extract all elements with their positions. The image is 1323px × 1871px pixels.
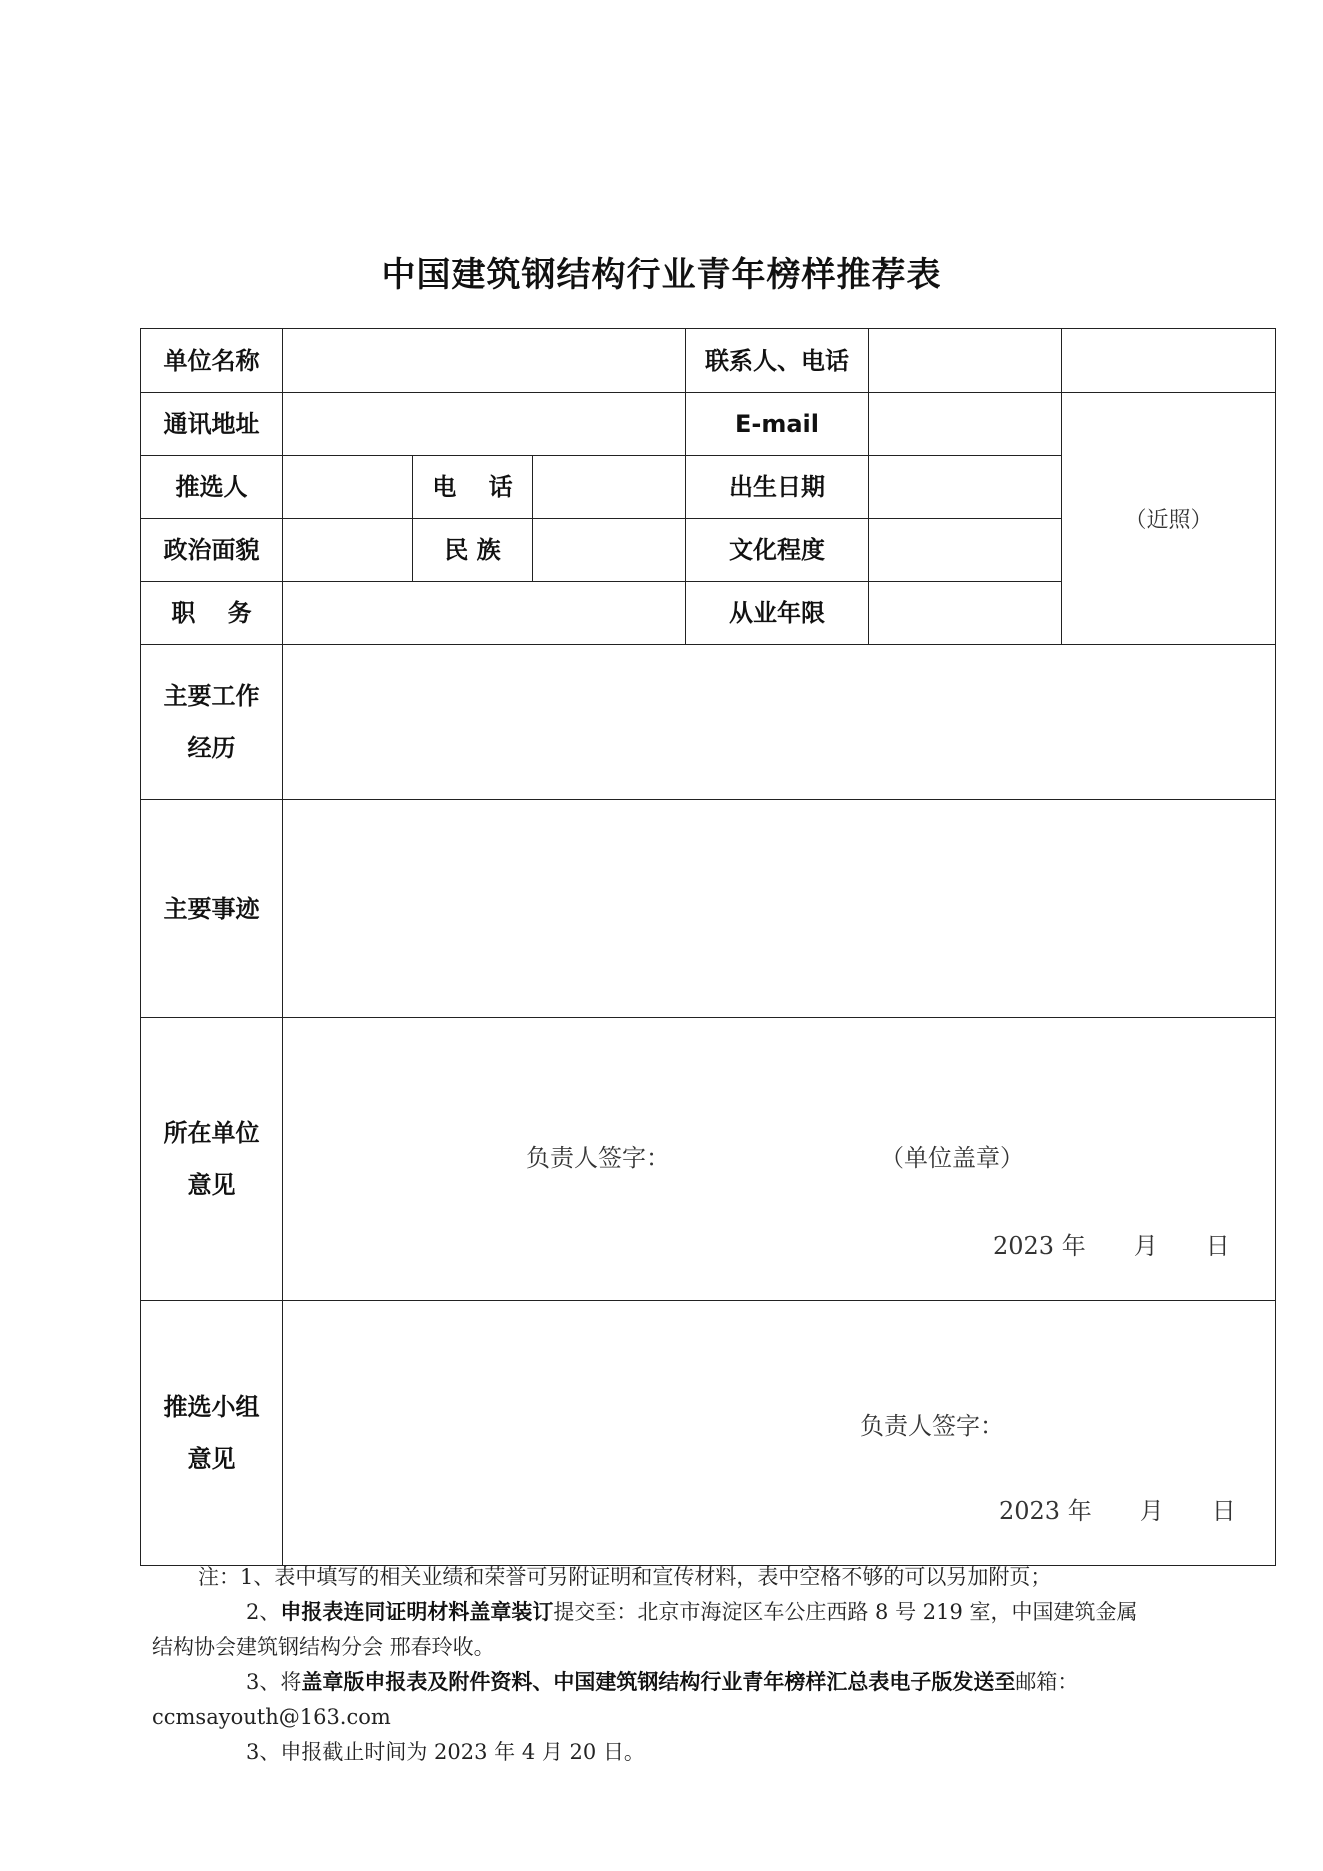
birth-date-field[interactable] bbox=[869, 456, 1062, 519]
contact-phone-label: 联系人、电话 bbox=[686, 329, 869, 393]
note-3 bbox=[152, 1665, 1262, 1700]
unit-name-field[interactable] bbox=[283, 329, 686, 393]
group-date-text: 2023 年 月 日 bbox=[999, 1497, 1236, 1525]
group-opinion-label bbox=[141, 1301, 283, 1566]
photo-top-cell bbox=[1062, 329, 1276, 393]
contact-phone-field[interactable] bbox=[869, 329, 1062, 393]
group-opinion-label-line2: 意见 bbox=[187, 1445, 236, 1473]
work-history-label-line1: 主要工作 bbox=[163, 682, 260, 710]
notes-section bbox=[152, 1560, 1262, 1770]
unit-signature-text: 负责人签字： bbox=[526, 1144, 670, 1172]
work-history-label bbox=[141, 645, 283, 800]
note-3-rest: 邮箱： bbox=[1015, 1670, 1079, 1694]
recommendation-form bbox=[140, 328, 1276, 1566]
phone-label: 电 话 bbox=[413, 456, 533, 519]
nominee-label: 推选人 bbox=[141, 456, 283, 519]
education-field[interactable] bbox=[869, 519, 1062, 582]
note-2-prefix: 2、 bbox=[246, 1600, 281, 1624]
years-in-industry-field[interactable] bbox=[869, 582, 1062, 645]
address-field[interactable] bbox=[283, 393, 686, 456]
political-status-field[interactable] bbox=[283, 519, 413, 582]
unit-opinion-label-line2: 意见 bbox=[187, 1171, 236, 1199]
note-2-continued: 结构协会建筑钢结构分会 邢春玲收。 bbox=[152, 1635, 495, 1659]
work-history-field[interactable] bbox=[283, 645, 1276, 800]
note-3-email: ccmsayouth@163.com bbox=[152, 1705, 391, 1729]
note-3-bold: 盖章版申报表及附件资料、中国建筑钢结构行业青年榜样汇总表电子版发送至 bbox=[301, 1670, 1016, 1694]
ethnicity-label: 民 族 bbox=[413, 519, 533, 582]
group-signature-text: 负责人签字： bbox=[860, 1412, 1004, 1440]
unit-date-text: 2023 年 月 日 bbox=[993, 1232, 1230, 1260]
note-2-rest: 提交至：北京市海淀区车公庄西路 8 号 219 室，中国建筑金属 bbox=[553, 1600, 1138, 1624]
education-label: 文化程度 bbox=[686, 519, 869, 582]
unit-opinion-label bbox=[141, 1018, 283, 1301]
page-title: 中国建筑钢结构行业青年榜样推荐表 bbox=[381, 255, 942, 295]
note-3-prefix: 3、将 bbox=[246, 1670, 302, 1694]
work-history-label-line2: 经历 bbox=[187, 734, 236, 762]
photo-box[interactable]: （近照） bbox=[1062, 393, 1276, 645]
position-label: 职 务 bbox=[141, 582, 283, 645]
position-field[interactable] bbox=[283, 582, 686, 645]
group-opinion-field[interactable] bbox=[283, 1301, 1276, 1566]
achievements-field[interactable] bbox=[283, 800, 1276, 1018]
ethnicity-field[interactable] bbox=[533, 519, 686, 582]
unit-name-label: 单位名称 bbox=[141, 329, 283, 393]
email-label: E-mail bbox=[686, 393, 869, 456]
email-field[interactable] bbox=[869, 393, 1062, 456]
political-status-label: 政治面貌 bbox=[141, 519, 283, 582]
nominee-field[interactable] bbox=[283, 456, 413, 519]
note-2-bold: 申报表连同证明材料盖章装订 bbox=[280, 1600, 554, 1624]
unit-seal-text: （单位盖章） bbox=[880, 1144, 1024, 1172]
address-label: 通讯地址 bbox=[141, 393, 283, 456]
achievements-label: 主要事迹 bbox=[141, 800, 283, 1018]
note-4: 3、申报截止时间为 2023 年 4 月 20 日。 bbox=[246, 1740, 645, 1764]
note-1: 注：1、表中填写的相关业绩和荣誉可另附证明和宣传材料，表中空格不够的可以另加附页； bbox=[198, 1565, 1052, 1589]
unit-opinion-field[interactable] bbox=[283, 1018, 1276, 1301]
birth-date-label: 出生日期 bbox=[686, 456, 869, 519]
phone-field[interactable] bbox=[533, 456, 686, 519]
years-in-industry-label: 从业年限 bbox=[686, 582, 869, 645]
group-opinion-label-line1: 推选小组 bbox=[163, 1393, 260, 1421]
unit-opinion-label-line1: 所在单位 bbox=[163, 1119, 260, 1147]
note-2 bbox=[152, 1595, 1262, 1630]
